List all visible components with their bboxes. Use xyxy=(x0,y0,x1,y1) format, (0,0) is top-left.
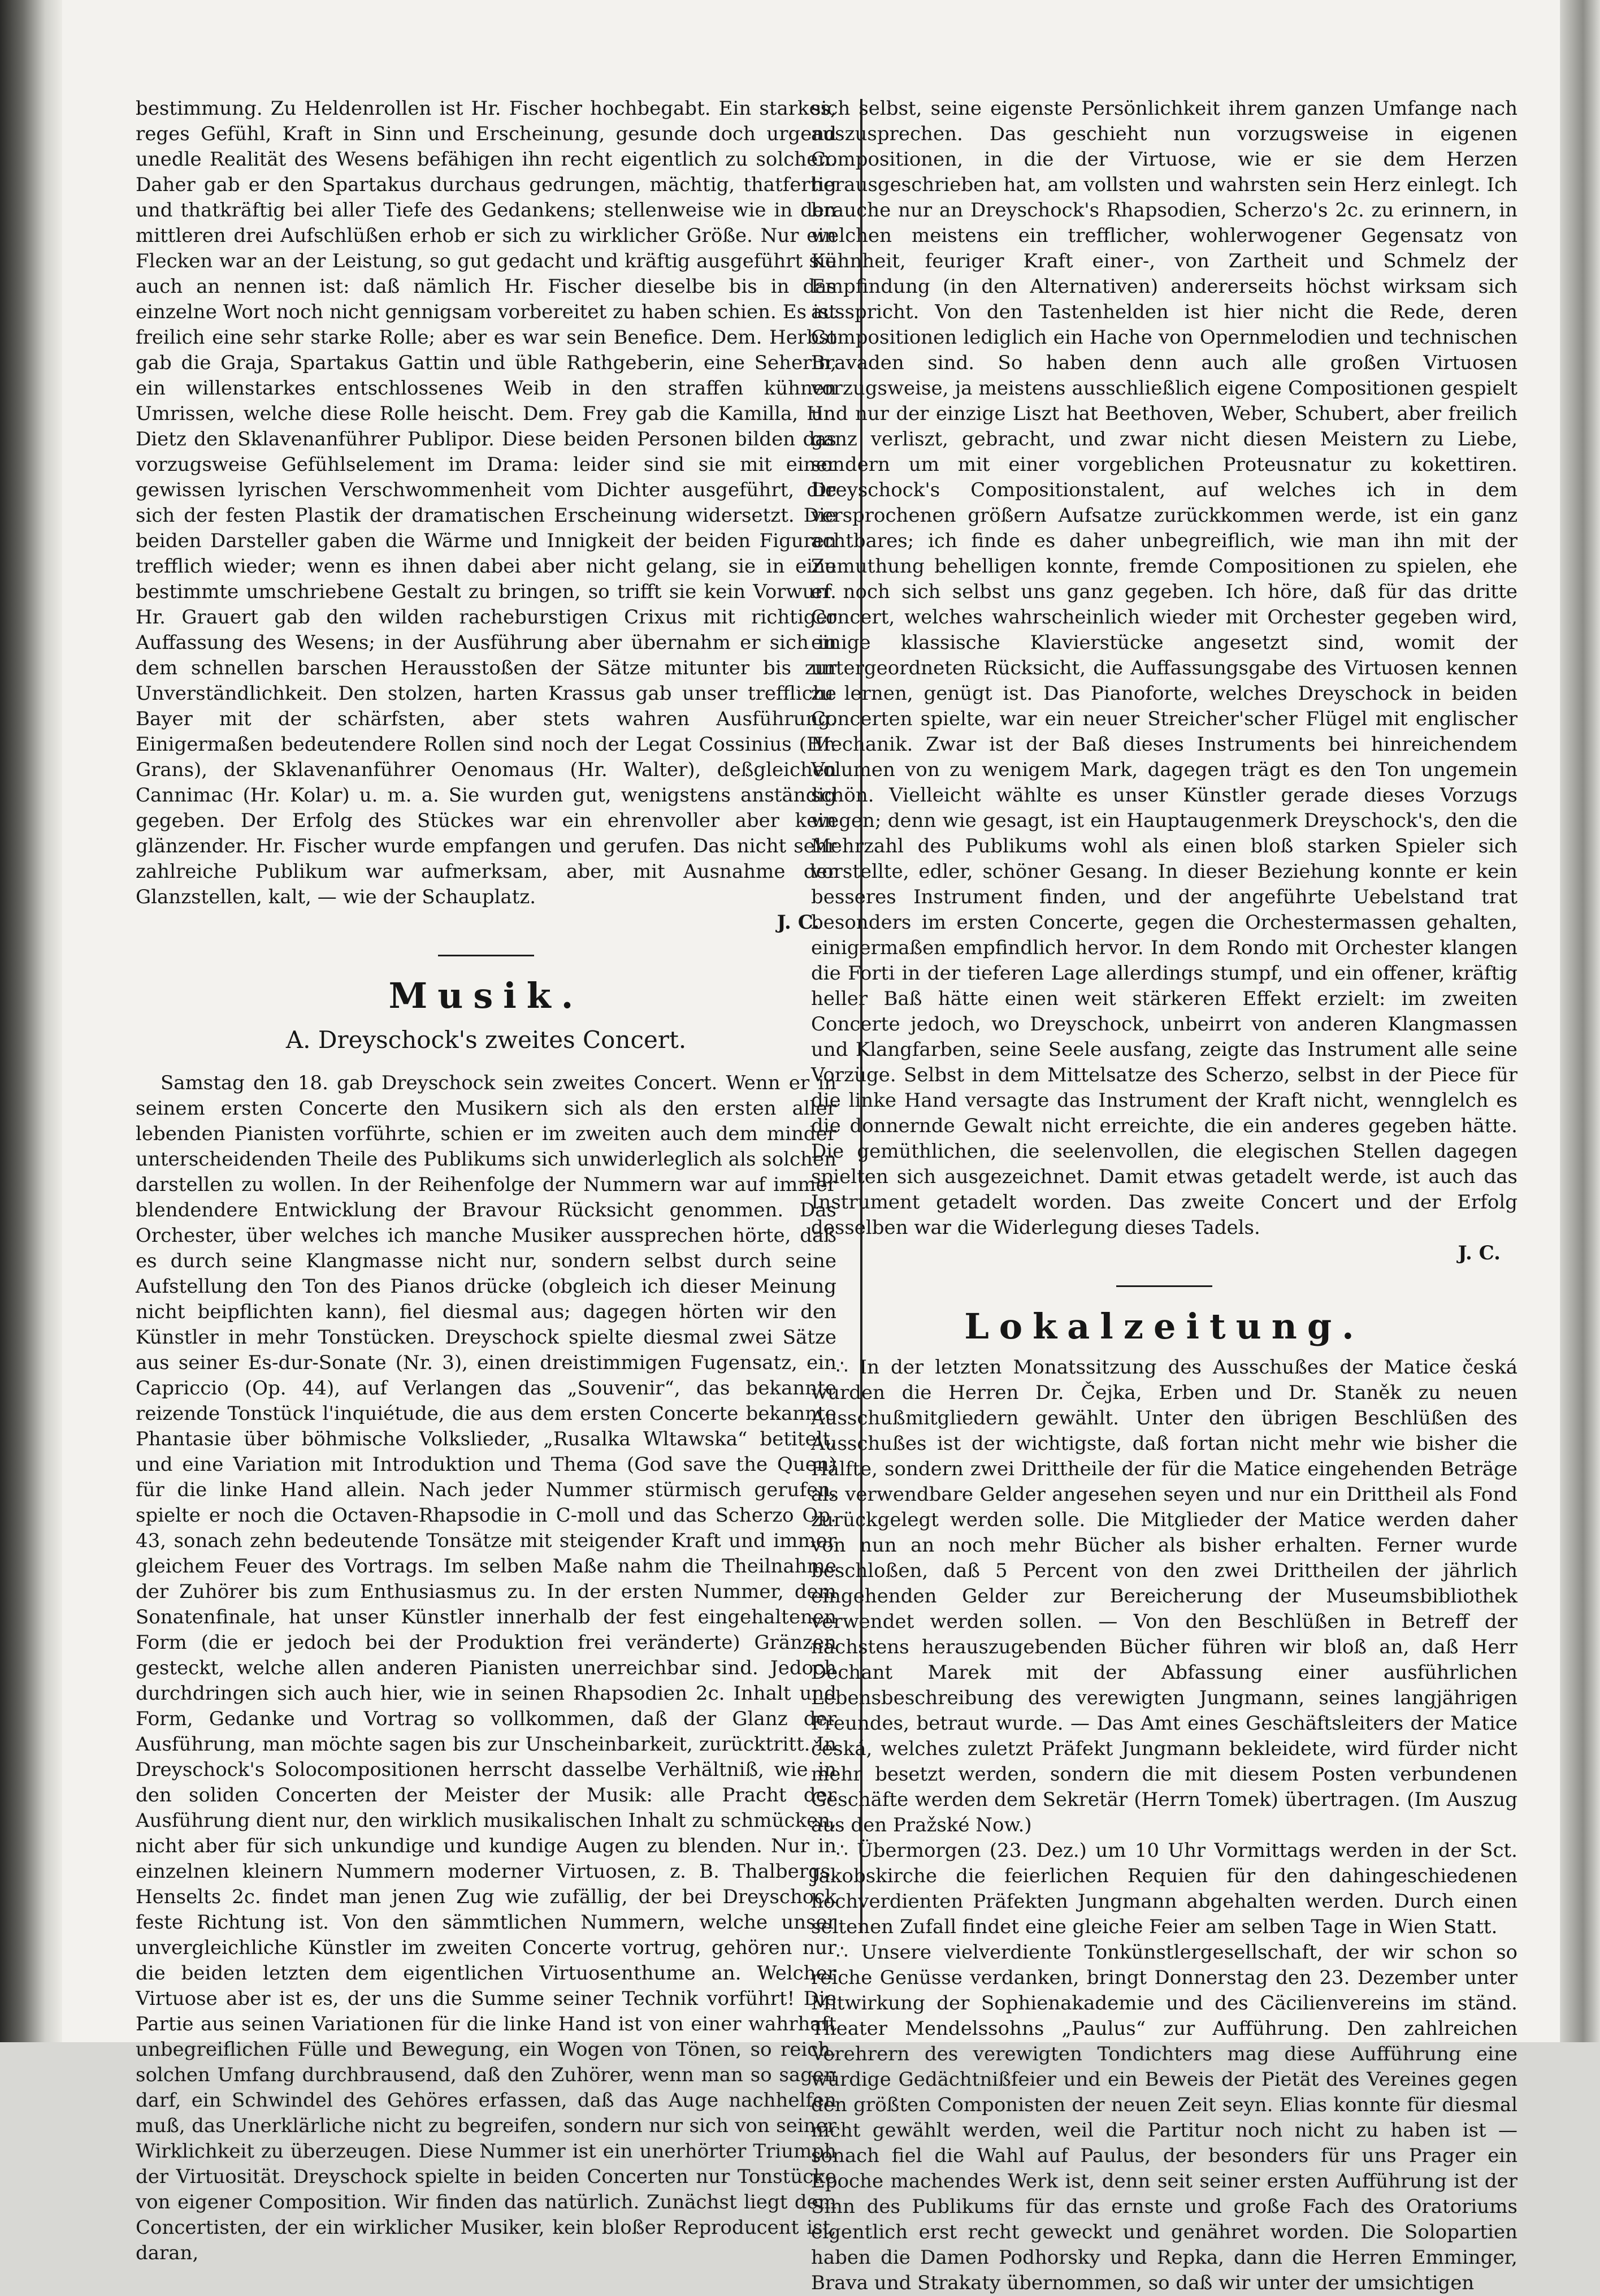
article-title-dreyschock: A. Dreyschock's zweites Concert. xyxy=(285,1026,687,1054)
concert-review-signature: J. C. xyxy=(1458,1242,1501,1264)
left-column xyxy=(136,96,836,2266)
news-item-paulus: ∴ Unsere vielverdiente Tonkünstlergesellschaft, der wir schon so reiche Genüsse verdanken, bringt Donnerstag den 23. Dezember unter Mitwirkung der Sophienakademie und des Cäcilienvereins im ständ. Theater Mendelssohns „Paulus“ zur Aufführung. Den zahlreichen Verehrern des verewigten Tondichters mag diese Aufführung eine würdige Gedächtnißfeier und ein Beweis der Pietät des Vereines gegen den größten Componisten der neuen Zeit seyn. Elias konnte für diesmal nicht gewählt werden, weil die Partitur noch nicht zu haben ist — sonach fiel die Wahl auf Paulus, der besonders für uns Prager ein Epoche machendes Werk ist, denn seit seiner ersten Aufführung ist der Sinn des Publikums für das ernste und große Fach des Oratoriums eigentlich erst recht geweckt und genähret worden. Die Solopartien haben die Damen Podhorsky und Repka, dann die Herren Emminger, Brava und Strakaty übernommen, so daß wir unter der umsichtigen xyxy=(811,1941,1517,2294)
section-divider-rule xyxy=(438,955,534,956)
theatre-review-signature: J. C. xyxy=(777,911,819,934)
concert-review-continued: sich selbst, seine eigenste Persönlichkeit ihrem ganzen Umfange nach auszusprechen. Das geschieht nun vorzugsweise in eigenen Compositionen, in die der Virtuose, wie er sie dem Herzen herausgeschrieben hat, am vollsten und wahrsten sein Herz einlegt. Ich brauche nur an Dreyschock's Rhapsodien, Scherzo's 2c. zu erinnern, in welchen meistens ein trefflicher, wohlerwogener Gegensatz von Kühnheit, feuriger Kraft einer-, von Zartheit und Schmelz der Empfindung (in den Alternativen) andererseits höchst wirksam sich ausspricht. Von den Tastenhelden ist hier nicht die Rede, deren Compositionen lediglich ein Hache von Opernmelodien und technischen Bravaden sind. So haben denn auch alle großen Virtuosen vorzugsweise, ja meistens ausschließlich eigene Compositionen gespielt und nur der einzige Liszt hat Beethoven, Weber, Schubert, aber freilich ganz verliszt, gebracht, und zwar nicht diesen Meistern zu Liebe, sondern um mit einer vorgeblichen Proteusnatur zu kokettiren. Dreyschock's Compositionstalent, auf welches ich in dem versprochenen größern Aufsatze zurückkommen werde, ist ein ganz achtbares; ich finde es daher unbegreiflich, wie man ihn mit der Zumuthung behelligen konnte, fremde Compositionen zu spielen, ehe er noch sich selbst uns ganz gegeben. Ich höre, daß für das dritte Concert, welches wahrscheinlich wieder mit Orchester gegeben wird, einige klassische Klavierstücke angesetzt sind, womit der untergeordneten Rücksicht, die Auffassungsgabe des Virtuosen kennen zu lernen, genügt ist. Das Pianoforte, welches Dreyschock in beiden Concerten spielte, war ein neuer Streicher'scher Flügel mit englischer Mechanik. Zwar ist der Baß dieses Instruments bei hinreichendem Volumen von zu wenigem Mark, dagegen trägt es den Ton ungemein schön. Vielleicht wählte es unser Künstler gerade dieses Vorzugs wegen; denn wie gesagt, ist ein Hauptaugenmerk Dreyschock's, den die Mehrzahl des Publikums wohl als einen bloß starken Spieler sich vorstellte, edler, schöner Gesang. In dieser Beziehung konnte er kein besseres Instrument finden, und der angeführte Uebelstand trat besonders im ersten Concerte, gegen die Orchestermassen gehalten, einigermaßen empfindlich hervor. In dem Rondo mit Orchester klangen die Forti in der tieferen Lage allerdings stumpf, und ein offener, kräftig heller Baß hätte einen weit stärkeren Effekt erzielt: im zweiten Concerte jedoch, wo Dreyschock, unbeirrt von anderen Klangmassen und Klangfarben, seine Seele ausfang, zeigte das Instrument alle seine Vorzüge. Selbst in dem Mittelsatze des Scherzo, selbst in der Piece für die linke Hand versagte das Instrument der Kraft nicht, wennglelch es die donnernde Gewalt nicht erreichte, die ein anderes gegeben hätte. Die gemüthlichen, die seelenvollen, die elegischen Stellen dagegen spielten sich ausgezeichnet. Damit etwas getadelt werde, ist auch das Instrument getadelt worden. Das zweite Concert und der Erfolg desselben war die Widerlegung dieses Tadels. xyxy=(811,97,1517,1239)
section-title-musik: Musik. xyxy=(388,975,584,1016)
section-title-lokalzeitung: Lokalzeitung. xyxy=(964,1306,1364,1347)
news-item-matice: ∴ In der letzten Monatssitzung des Ausschußes der Matice česká wurden die Herren Dr. Čejka, Erben und Dr. Staněk zu neuen Ausschußmitgliedern gewählt. Unter den übrigen Beschlüßen des Ausschußes ist der wichtigste, daß fortan nicht mehr wie bisher die Hälfte, sondern zwei Drittheile der für die Matice eingehenden Beträge als verwendbare Gelder angesehen seyen und nur ein Drittheil als Fond zurückgelegt werden solle. Die Mitglieder der Matice werden daher von nun an noch mehr Bücher als bisher erhalten. Ferner wurde beschloßen, daß 5 Percent von den zwei Drittheilen der jährlich eingehenden Gelder zur Bereicherung der Museumsbibliothek verwendet werden sollen. — Von den Beschlüßen in Betreff der nächstens herauszugebenden Bücher führen wir bloß an, daß Herr Dechant Marek mit der Abfassung einer ausführlichen Lebensbeschreibung des verewigten Jungmann, seines langjährigen Freundes, betraut wurde. — Das Amt eines Geschäftsleiters der Matice česká, welches zuletzt Präfekt Jungmann bekleidete, wird fürder nicht mehr besetzt werden, sondern die mit diesem Posten verbundenen Geschäfte werden dem Sekretär (Herrn Tomek) übertragen. (Im Auszug aus den Pražské Now.) xyxy=(811,1356,1517,1836)
newspaper-page xyxy=(62,0,1560,2294)
right-column xyxy=(811,96,1517,2296)
section-divider-rule-2 xyxy=(1116,1285,1212,1287)
news-item-requiem: ∴ Übermorgen (23. Dez.) um 10 Uhr Vormittags werden in der Sct. Jakobskirche die feierlichen Requien für den dahingeschiedenen hochverdienten Präfekten Jungmann abgehalten werden. Durch einen seltenen Zufall findet eine gleiche Feier am selben Tage in Wien Statt. xyxy=(811,1839,1517,1938)
concert-review-text: Samstag den 18. gab Dreyschock sein zweites Concert. Wenn er in seinem ersten Concerte den Musikern sich als den ersten aller lebenden Pianisten vorführte, schien er im zweiten auch dem minder unterscheidenden Theile des Publikums sich unwiderleglich als solchen darstellen zu wollen. In der Reihenfolge der Nummern war auf immer blendendere Entwicklung der Bravour Rücksicht genommen. Das Orchester, über welches ich manche Musiker aussprechen hörte, daß es durch seine Klangmasse nicht nur, sondern selbst durch seine Aufstellung den Ton des Pianos drücke (obgleich ich dieser Meinung nicht beipflichten kann), fiel diesmal aus; dagegen hörten wir den Künstler in mehr Tonstücken. Dreyschock spielte diesmal zwei Sätze aus seiner Es-dur-Sonate (Nr. 3), einen dreistimmigen Fugensatz, ein Capriccio (Op. 44), auf Verlangen das „Souvenir“, das bekannte reizende Tonstück l'inquiétude, die aus dem ersten Concerte bekannte Phantasie über böhmische Volkslieder, „Rusalka Wltawska“ betitelt, und eine Variation mit Introduktion und Thema (God save the Quen) für die linke Hand allein. Nach jeder Nummer stürmisch gerufen, spielte er noch die Octaven-Rhapsodie in C-moll und das Scherzo Op. 43, sonach zehn bedeutende Tonsätze mit steigender Kraft und immer gleichem Feuer des Vortrags. Im selben Maße nahm die Theilnahme der Zuhörer bis zum Enthusiasmus zu. In der ersten Nummer, dem Sonatenfinale, hat unser Künstler innerhalb der fest eingehaltenen Form (die er jedoch bei der Produktion frei veränderte) Gränzen gesteckt, welche allen anderen Pianisten unerreichbar sind. Jedoch durchdringen sich auch hier, wie in seinen Rhapsodien 2c. Inhalt und Form, Gedanke und Vortrag so vollkommen, daß der Glanz der Ausführung, man möchte sagen bis zur Unscheinbarkeit, zurücktritt. In Dreyschock's Solocompositionen herrscht dasselbe Verhältniß, wie in den soliden Concerten der Meister der Musik: alle Pracht der Ausführung dient nur, den wirklich musikalischen Inhalt zu schmücken, nicht aber für sich unkundige und kundige Augen zu blenden. Nur in einzelnen kleinern Nummern moderner Virtuosen, z. B. Thalbergs, Henselts 2c. findet man jenen Zug wie zufällig, der bei Dreyschock feste Richtung ist. Von den sämmtlichen Nummern, welche unser unvergleichliche Künstler im zweiten Concerte vortrug, gehören nur die beiden letzten dem eigentlichen Virtuosenthume an. Welcher Virtuose aber ist es, der uns die Summe seiner Technik vorführt! Die Partie aus seinen Variationen für die linke Hand ist von einer wahrhaft unbegreiflichen Fülle und Bewegung, ein Wogen von Tönen, so reich, solchen Umfang durchbrausend, daß den Zuhörer, wenn man so sagen darf, ein Schwindel des Gehöres erfassen, daß das Auge nachhelfen muß, das Unerklärliche nicht zu begreifen, sondern nur sich von seiner Wirklichkeit zu überzeugen. Diese Nummer ist ein unerhörter Triumph der Virtuosität. Dreyschock spielte in beiden Concerten nur Tonstücke von eigener Composition. Wir finden das natürlich. Zunächst liegt dem Concertisten, der ein wirklicher Musiker, kein bloßer Reproducent ist, daran, xyxy=(136,1072,836,2264)
scan-left-edge xyxy=(0,0,62,2042)
theatre-review-text: bestimmung. Zu Heldenrollen ist Hr. Fischer hochbegabt. Ein starkes, reges Gefühl, Kraft in Sinn und Erscheinung, gesunde doch urgend unedle Realität des Wesens befähigen ihn recht eigentlich zu solchen. Daher gab er den Spartakus durchaus gedrungen, mächtig, thatfertig und thatkräftig bei aller Tiefe des Gedankens; stellenweise wie in den mittleren drei Aufschlüßen erhob er sich zu wirklicher Größe. Nur ein Flecken war an der Leistung, so gut gedacht und kräftig ausgeführt sie auch an nennen ist: daß nämlich Hr. Fischer dieselbe bis in das einzelne Wort noch nicht gennigsam vorbereitet zu haben schien. Es ist freilich eine sehr starke Rolle; aber es war sein Benefice. Dem. Herbst gab die Graja, Spartakus Gattin und üble Rathgeberin, eine Seherin, ein willenstarkes entschlossenes Weib in den straffen kühnen Umrissen, welche diese Rolle heischt. Dem. Frey gab die Kamilla, Hr. Dietz den Sklavenanführer Publipor. Diese beiden Personen bilden das vorzugsweise Gefühlselement im Drama: leider sind sie mit einer gewissen lyrischen Verschwommenheit vom Dichter ausgeführt, die sich der festen Plastik der dramatischen Erscheinung widersetzt. Die beiden Darsteller gaben die Wärme und Innigkeit der beiden Figuren trefflich wieder; wenn es ihnen dabei aber nicht gelang, sie in eine bestimmte umschriebene Gestalt zu bringen, so trifft sie kein Vorwurf. Hr. Grauert gab den wilden racheburstigen Crixus mit richtiger Auffassung des Wesens; in der Ausführung aber übernahm er sich in dem schnellen barschen Herausstoßen der Sätze mitunter bis zur Unverständlichkeit. Den stolzen, harten Krassus gab unser treffliche Bayer mit der schärfsten, aber stets wahren Ausführung. Einigermaßen bedeutendere Rollen sind noch der Legat Cossinius (Hr. Grans), der Sklavenanführer Oenomaus (Hr. Walter), deßgleichen Cannimac (Hr. Kolar) u. m. a. Sie wurden gut, wenigstens anständig gegeben. Der Erfolg des Stückes war ein ehrenvoller aber kein glänzender. Hr. Fischer wurde empfangen und gerufen. Das nicht sehr zahlreiche Publikum war aufmerksam, aber, mit Ausnahme der Glanzstellen, kalt, — wie der Schauplatz. xyxy=(136,97,836,908)
scan-right-edge xyxy=(1560,0,1600,2042)
